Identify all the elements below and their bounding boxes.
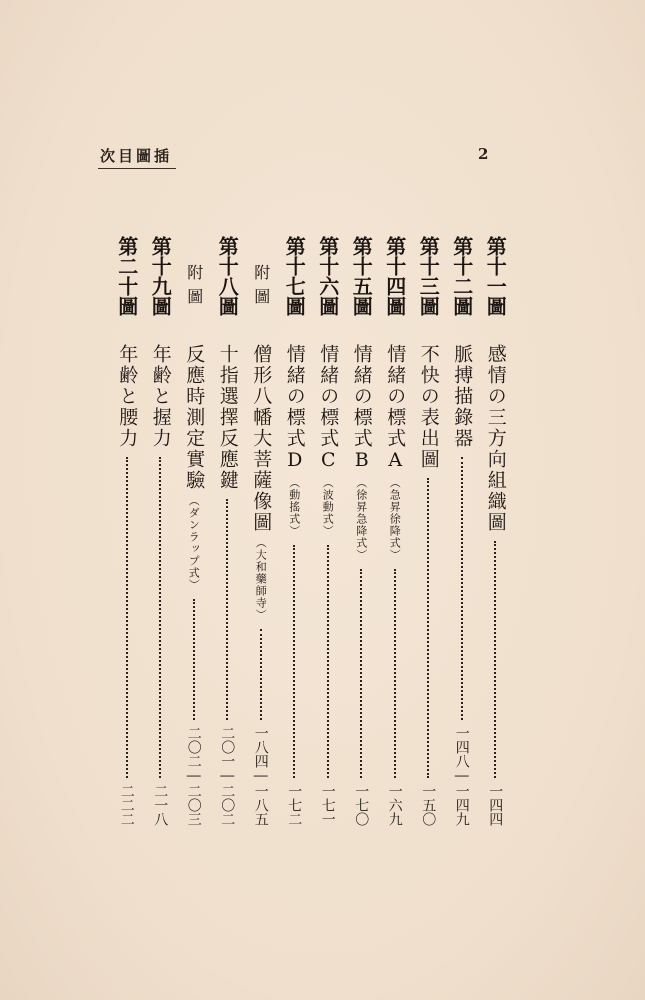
list-item [311, 236, 345, 826]
page-reference: 一七〇 [353, 784, 370, 826]
list-item [211, 236, 245, 826]
entry-note: （徐昇急降式） [354, 477, 368, 561]
entry-line [116, 344, 139, 826]
dot-leader [427, 478, 429, 778]
entry-title: 僧形八幡大菩薩像圖 [250, 344, 273, 533]
figure-number: 第十三圖 [416, 236, 441, 316]
page-number: 2 [478, 145, 489, 163]
entry-title: 情緒の標式D [283, 344, 306, 473]
list-item [278, 236, 312, 826]
entry-title: 反應時測定實驗 [183, 344, 206, 491]
page-reference: 二〇一―二〇二 [219, 726, 236, 826]
entry-line [250, 344, 273, 826]
dot-leader [226, 499, 228, 720]
dot-leader [461, 457, 463, 720]
entry-note: （波動式） [321, 477, 335, 537]
page-reference: 一六九 [386, 784, 403, 826]
figure-number: 第十四圖 [382, 236, 407, 316]
page-reference: 一五〇 [420, 784, 437, 826]
list-item [479, 236, 513, 826]
dot-leader [260, 629, 262, 720]
dot-leader [327, 545, 329, 778]
figure-list [92, 236, 512, 826]
dot-leader [193, 599, 195, 720]
entry-line [486, 344, 505, 826]
entry-title: 情緒の標式C [317, 344, 340, 473]
entry-title: 情緒の標式A [384, 344, 407, 473]
list-item [144, 236, 178, 826]
page-reference: 一八四―一八五 [252, 726, 269, 826]
entry-line [419, 344, 438, 826]
dot-leader [159, 457, 161, 778]
running-head-rule [98, 168, 176, 169]
entry-note: （動搖式） [287, 477, 301, 537]
entry-line [451, 344, 474, 826]
entry-line [183, 344, 206, 826]
entry-title: 年齢と握力 [149, 344, 172, 449]
page-reference: 一七一 [319, 784, 336, 826]
list-item [244, 236, 278, 826]
figure-number: 第十八圖 [215, 236, 240, 316]
entry-line [285, 344, 304, 826]
entry-title: 年齢と腰力 [116, 344, 139, 449]
dot-leader [494, 541, 496, 778]
dot-leader [394, 569, 396, 778]
entry-title: 情緒の標式B [350, 344, 373, 473]
figure-number: 第十二圖 [449, 236, 474, 316]
list-item [445, 236, 479, 826]
list-item [378, 236, 412, 826]
entry-title: 不快の表出圖 [417, 344, 440, 470]
list-item [110, 236, 144, 826]
figure-number: 第十一圖 [483, 236, 508, 316]
list-item [345, 236, 379, 826]
list-item [412, 236, 446, 826]
entry-title: 脈搏描錄器 [451, 344, 474, 449]
page-reference: 一七二 [286, 784, 303, 826]
entry-line [218, 344, 237, 826]
figure-number: 附圖 [184, 264, 204, 312]
dot-leader [293, 545, 295, 778]
entry-line [151, 344, 170, 826]
entry-note: （大和藥師寺） [254, 537, 268, 621]
figure-number: 第十九圖 [148, 236, 173, 316]
list-item [177, 236, 211, 826]
entry-note: （急昇徐降式） [388, 477, 402, 561]
figure-number: 附圖 [251, 264, 271, 312]
entry-line [352, 344, 371, 826]
page-reference: 二二二 [118, 784, 135, 826]
entry-note: （ダンラップ式） [187, 495, 201, 591]
page-reference: 二〇二―二〇三 [185, 726, 202, 826]
running-head: 次目圖插 [100, 147, 173, 165]
entry-line [317, 344, 340, 826]
page-reference: 二一八 [152, 784, 169, 826]
entry-title: 感情の三方向組織圖 [484, 344, 507, 533]
figure-number: 第十六圖 [315, 236, 340, 316]
entry-line [384, 344, 407, 826]
page-reference: 一四八―一四九 [453, 726, 470, 826]
entry-title: 十指選擇反應鍵 [216, 344, 239, 491]
dot-leader [126, 457, 128, 778]
dot-leader [360, 569, 362, 778]
page-reference: 一四四 [487, 784, 504, 826]
figure-number: 第二十圖 [114, 236, 139, 316]
figure-number: 第十五圖 [349, 236, 374, 316]
figure-number: 第十七圖 [282, 236, 307, 316]
